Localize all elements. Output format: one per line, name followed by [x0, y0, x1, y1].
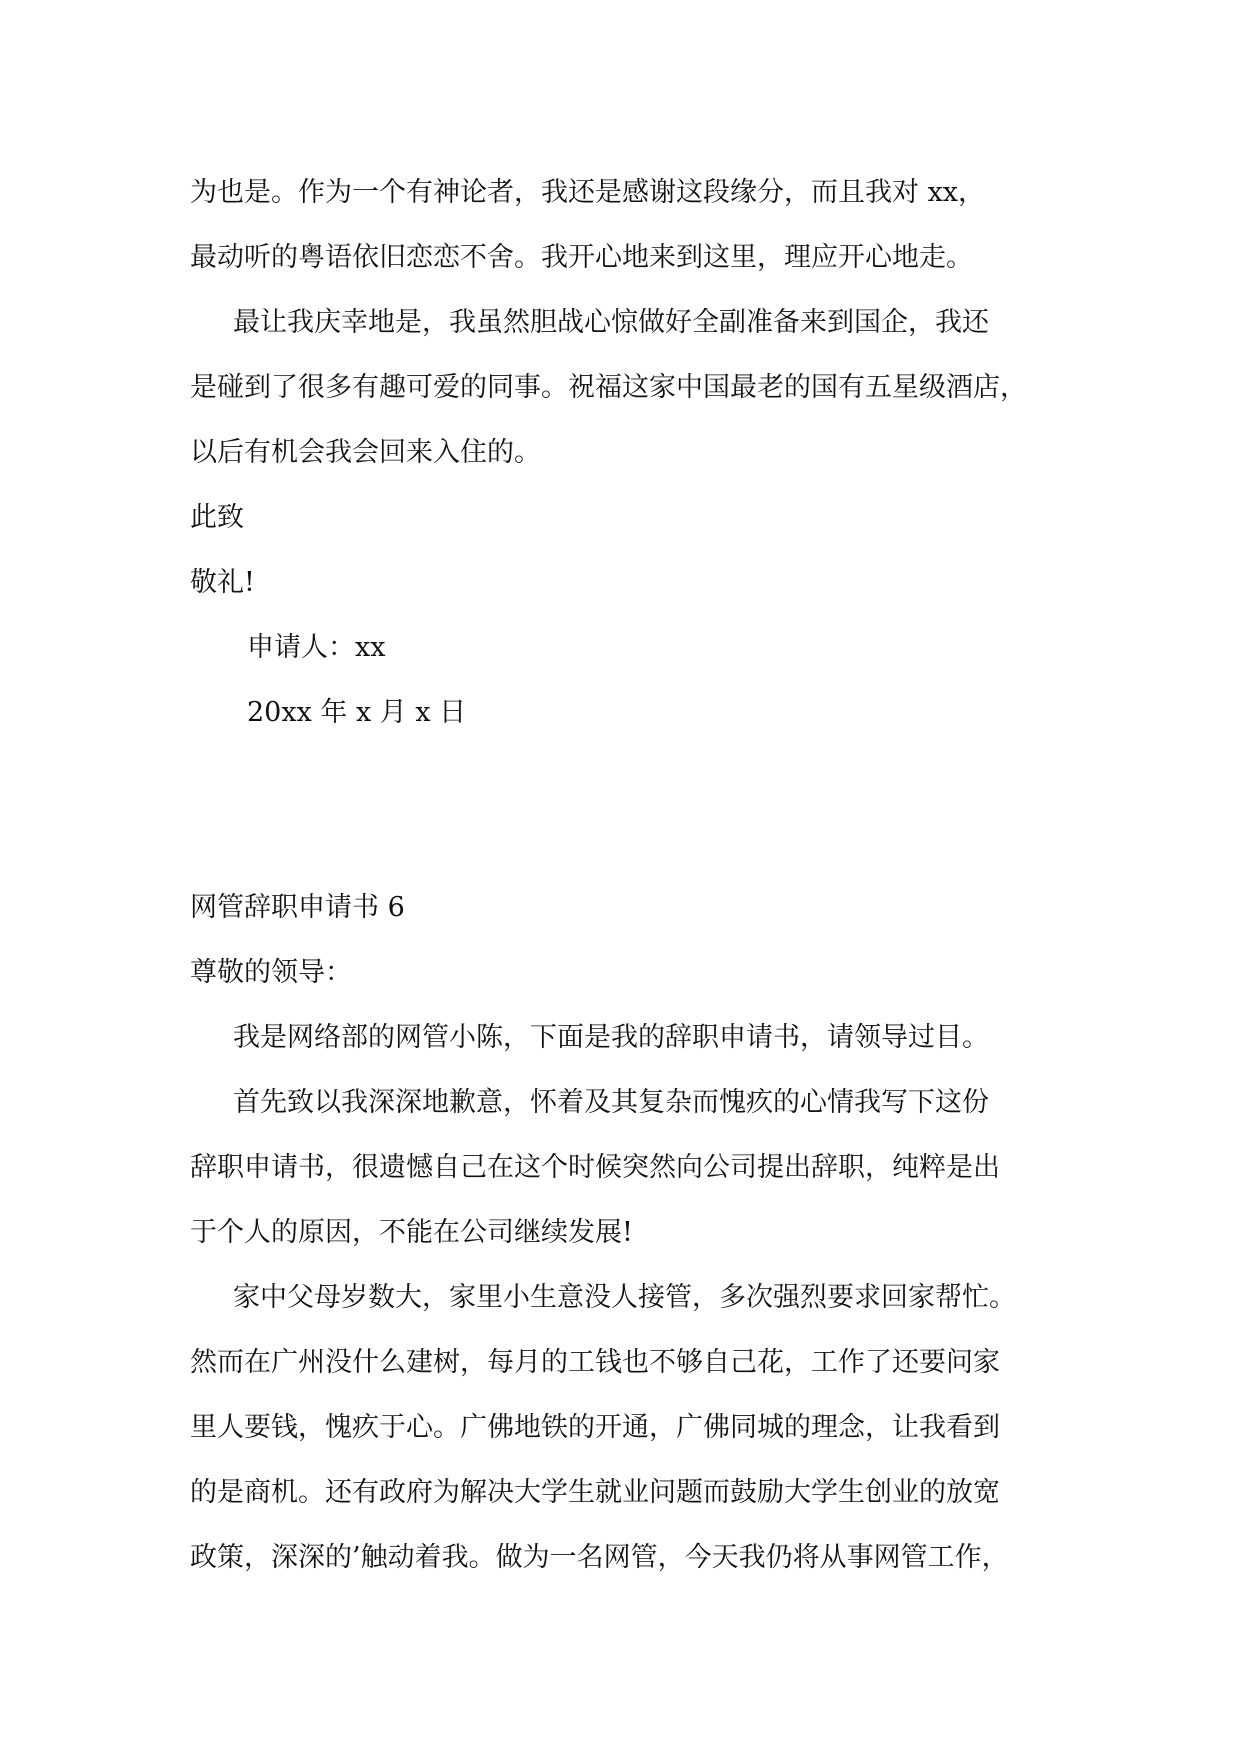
- paragraph-line: 里人要钱，愧疚于心。广佛地铁的开通，广佛同城的理念，让我看到: [190, 1412, 1000, 1443]
- letter-title: 网管辞职申请书 6: [190, 892, 405, 923]
- paragraph-line: 首先致以我深深地歉意，怀着及其复杂而愧疚的心情我写下这份: [233, 1087, 989, 1118]
- paragraph-line: 最让我庆幸地是，我虽然胆战心惊做好全副准备来到国企，我还: [233, 307, 989, 338]
- section-gap: [190, 745, 1070, 875]
- paragraph-line: 家中父母岁数大，家里小生意没人接管，多次强烈要求回家帮忙。: [233, 1282, 1016, 1313]
- paragraph-line: 于个人的原因，不能在公司继续发展!: [190, 1217, 633, 1248]
- paragraph-line: 辞职申请书，很遗憾自己在这个时候突然向公司提出辞职，纯粹是出: [190, 1152, 1000, 1183]
- paragraph-line: 政策，深深的’触动着我。做为一名网管，今天我仍将从事网管工作，: [190, 1542, 1009, 1573]
- closing-line-2: 敬礼!: [190, 567, 255, 598]
- paragraph-line: 以后有机会我会回来入住的。: [190, 437, 541, 468]
- signature-date: 20xx 年 x 月 x 日: [247, 697, 467, 728]
- letter-salutation: 尊敬的领导：: [190, 957, 352, 988]
- document-body: [190, 160, 1070, 1590]
- paragraph-line: 的是商机。还有政府为解决大学生就业问题而鼓励大学生创业的放宽: [190, 1477, 1000, 1508]
- paragraph-line: 是碰到了很多有趣可爱的同事。祝福这家中国最老的国有五星级酒店，: [190, 372, 1027, 403]
- closing-line-1: 此致: [190, 502, 244, 533]
- paragraph-line: 然而在广州没什么建树，每月的工钱也不够自己花，工作了还要问家: [190, 1347, 1000, 1378]
- applicant-signature: 申请人：xx: [247, 632, 386, 663]
- paragraph-line: 最动听的粤语依旧恋恋不舍。我开心地来到这里，理应开心地走。: [190, 242, 973, 273]
- paragraph-line: 为也是。作为一个有神论者，我还是感谢这段缘分，而且我对 xx，: [190, 177, 986, 208]
- paragraph-line: 我是网络部的网管小陈，下面是我的辞职申请书，请领导过目。: [233, 1022, 989, 1053]
